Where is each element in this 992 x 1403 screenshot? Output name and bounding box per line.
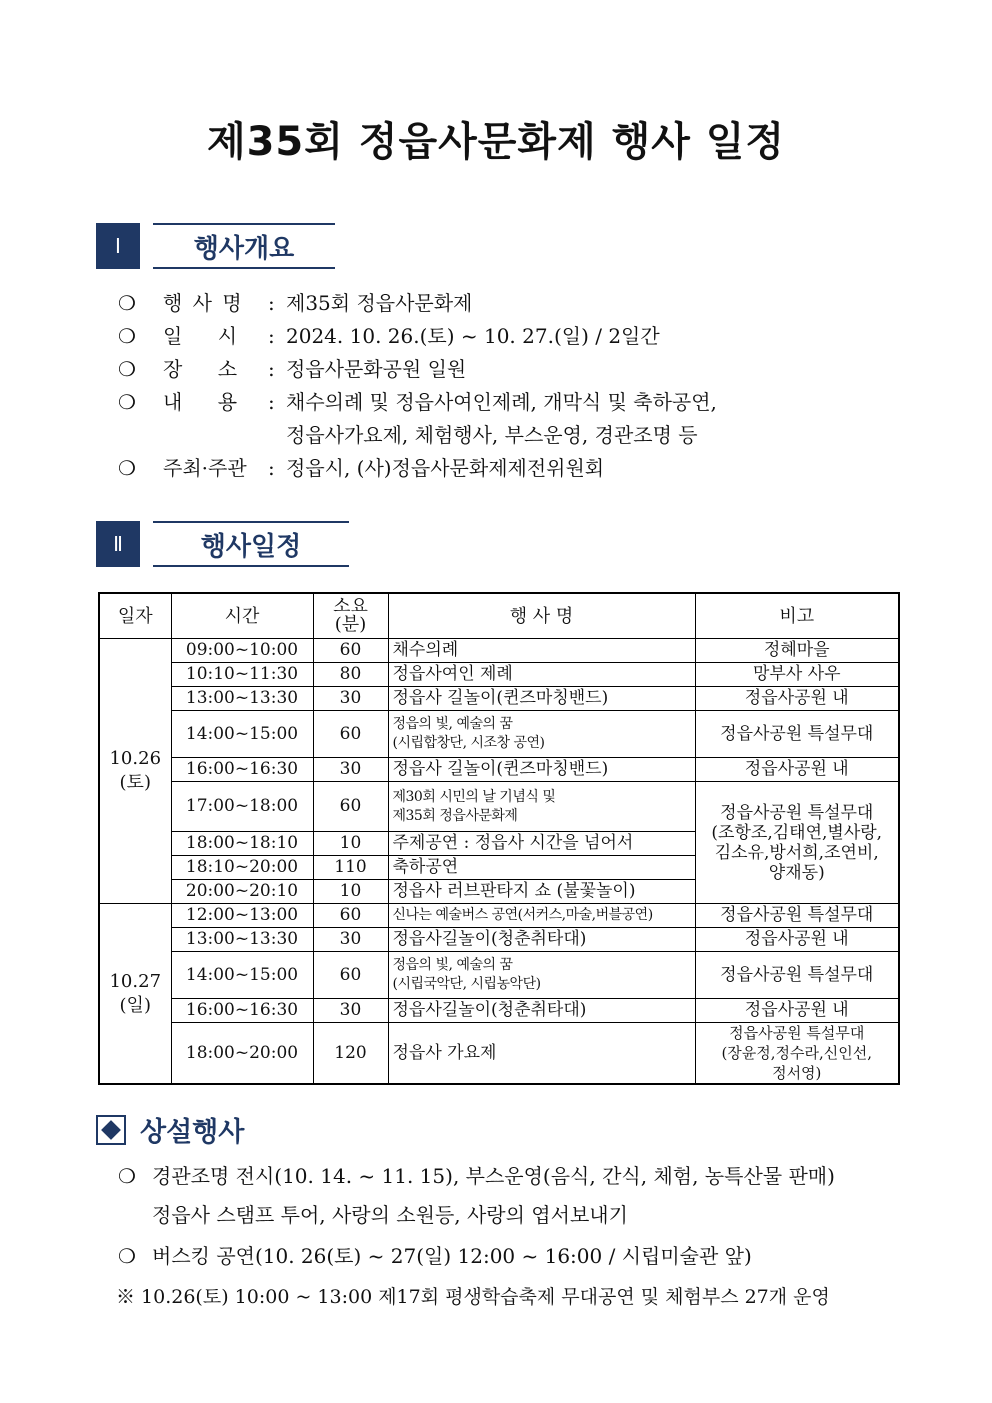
note-cell: 정읍사공원 특설무대 (장윤정,정수라,신인선, 정서영) xyxy=(695,1023,899,1085)
table-row xyxy=(99,952,899,999)
event-cell: 신나는 예술버스 공연(서커스,마술,버블공연) xyxy=(388,904,695,928)
event-cell: 정읍사길놀이(청춘취타대) xyxy=(388,999,695,1023)
overview-label: 장 소 xyxy=(163,357,240,381)
permanent-events-header xyxy=(96,1110,244,1149)
bullet-icon: ❍ xyxy=(118,357,136,381)
table-row xyxy=(99,639,899,663)
time-cell: 14:00~15:00 xyxy=(171,952,313,999)
time-cell: 18:00~20:00 xyxy=(171,1023,313,1085)
schedule-table xyxy=(98,592,900,1085)
duration-cell: 30 xyxy=(313,758,388,782)
section-number: Ⅰ xyxy=(96,223,140,269)
bullet-icon: ❍ xyxy=(118,1244,136,1268)
time-cell: 13:00~13:30 xyxy=(171,687,313,711)
time-cell: 16:00~16:30 xyxy=(171,999,313,1023)
time-cell: 20:00~20:10 xyxy=(171,880,313,904)
duration-cell: 10 xyxy=(313,880,388,904)
event-cell: 주제공연 : 정읍사 시간을 넘어서 xyxy=(388,832,695,856)
overview-item-place xyxy=(118,353,717,386)
time-cell: 12:00~13:00 xyxy=(171,904,313,928)
permanent-item-text: 버스킹 공연(10. 26(토) ~ 27(일) 12:00 ~ 16:00 / 시립미술관 앞) xyxy=(152,1244,752,1268)
duration-cell: 60 xyxy=(313,782,388,832)
time-cell: 18:10~20:00 xyxy=(171,856,313,880)
duration-cell: 120 xyxy=(313,1023,388,1085)
note-cell: 정혜마을 xyxy=(695,639,899,663)
separator: : xyxy=(268,324,275,348)
permanent-events-title: 상설행사 xyxy=(140,1117,245,1148)
duration-cell: 110 xyxy=(313,856,388,880)
overview-item-host xyxy=(118,452,717,485)
header-event: 행 사 명 xyxy=(388,593,695,639)
overview-label: 주최·주관 xyxy=(163,456,247,480)
event-cell: 채수의례 xyxy=(388,639,695,663)
overview-item-name xyxy=(118,287,717,320)
page-title: 제35회 정읍사문화제 행사 일정 xyxy=(206,119,786,165)
bullet-icon: ❍ xyxy=(118,390,136,414)
note-cell: 정읍사공원 특설무대 xyxy=(695,952,899,999)
permanent-item xyxy=(118,1160,835,1189)
event-cell: 축하공연 xyxy=(388,856,695,880)
table-row xyxy=(99,782,899,832)
event-cell: 정읍사길놀이(청춘취타대) xyxy=(388,928,695,952)
note-cell: 정읍사공원 내 xyxy=(695,687,899,711)
duration-cell: 30 xyxy=(313,999,388,1023)
permanent-item-continued: 정읍사 스탬프 투어, 사랑의 소원등, 사랑의 엽서보내기 xyxy=(152,1203,628,1227)
permanent-item xyxy=(118,1240,752,1269)
permanent-item-text: 경관조명 전시(10. 14. ~ 11. 15), 부스운영(음식, 간식, 체험, 농특산물 판매) xyxy=(152,1164,835,1188)
event-cell: 정읍의 빛, 예술의 꿈 (시립합창단, 시조창 공연) xyxy=(388,711,695,758)
duration-cell: 10 xyxy=(313,832,388,856)
overview-label: 내 용 xyxy=(163,390,240,414)
date-cell: 10.27 (일) xyxy=(99,904,171,1085)
note-cell: 정읍사공원 특설무대 (조항조,김태연,별사랑, 김소유,방서희,조연비, 양재동) xyxy=(695,782,899,904)
event-cell: 정읍사 길놀이(퀸즈마칭밴드) xyxy=(388,758,695,782)
header-time: 시간 xyxy=(171,593,313,639)
table-row xyxy=(99,711,899,758)
footnote: ※ 10.26(토) 10:00 ~ 13:00 제17회 평생학습축제 무대공연 및 체험부스 27개 운영 xyxy=(116,1286,830,1308)
table-header-row xyxy=(99,593,899,639)
event-cell: 제30회 시민의 날 기념식 및 제35회 정읍사문화제 xyxy=(388,782,695,832)
section-title: 행사일정 xyxy=(153,521,349,567)
table-row xyxy=(99,663,899,687)
overview-value: 제35회 정읍사문화제 xyxy=(286,291,473,315)
time-cell: 17:00~18:00 xyxy=(171,782,313,832)
event-cell: 정읍사 길놀이(퀸즈마칭밴드) xyxy=(388,687,695,711)
section-number: Ⅱ xyxy=(96,521,140,567)
header-duration: 소요 (분) xyxy=(313,593,388,639)
overview-list xyxy=(118,287,717,485)
separator: : xyxy=(268,291,275,315)
duration-cell: 80 xyxy=(313,663,388,687)
note-cell: 정읍사공원 내 xyxy=(695,999,899,1023)
overview-item-content xyxy=(118,386,717,419)
note-cell: 정읍사공원 내 xyxy=(695,758,899,782)
event-cell: 정읍의 빛, 예술의 꿈 (시립국악단, 시립농악단) xyxy=(388,952,695,999)
overview-label: 행 사 명 xyxy=(163,291,244,315)
date-cell: 10.26 (토) xyxy=(99,639,171,904)
time-cell: 13:00~13:30 xyxy=(171,928,313,952)
bullet-icon: ❍ xyxy=(118,291,136,315)
time-cell: 09:00~10:00 xyxy=(171,639,313,663)
event-cell: 정읍사여인 제례 xyxy=(388,663,695,687)
note-cell: 정읍사공원 특설무대 xyxy=(695,711,899,758)
table-row xyxy=(99,928,899,952)
duration-cell: 60 xyxy=(313,952,388,999)
overview-item-date xyxy=(118,320,717,353)
table-row xyxy=(99,999,899,1023)
duration-cell: 30 xyxy=(313,687,388,711)
bullet-icon: ❍ xyxy=(118,324,136,348)
time-cell: 16:00~16:30 xyxy=(171,758,313,782)
time-cell: 18:00~18:10 xyxy=(171,832,313,856)
overview-value: 2024. 10. 26.(토) ~ 10. 27.(일) / 2일간 xyxy=(286,324,660,348)
overview-label: 일 시 xyxy=(163,324,240,348)
note-cell: 정읍사공원 내 xyxy=(695,928,899,952)
table-row xyxy=(99,1023,899,1085)
bullet-icon: ❍ xyxy=(118,1164,136,1188)
duration-cell: 60 xyxy=(313,904,388,928)
overview-value-continued: 정읍사가요제, 체험행사, 부스운영, 경관조명 등 xyxy=(286,423,698,447)
separator: : xyxy=(268,390,275,414)
overview-value: 정읍시, (사)정읍사문화제제전위원회 xyxy=(286,456,605,480)
event-cell: 정읍사 러브판타지 쇼 (불꽃놀이) xyxy=(388,880,695,904)
table-row xyxy=(99,687,899,711)
time-cell: 14:00~15:00 xyxy=(171,711,313,758)
table-row xyxy=(99,758,899,782)
duration-cell: 30 xyxy=(313,928,388,952)
header-note: 비고 xyxy=(695,593,899,639)
event-cell: 정읍사 가요제 xyxy=(388,1023,695,1085)
separator: : xyxy=(268,456,275,480)
bullet-icon: ❍ xyxy=(118,456,136,480)
separator: : xyxy=(268,357,275,381)
diamond-icon xyxy=(96,1115,126,1145)
time-cell: 10:10~11:30 xyxy=(171,663,313,687)
note-cell: 정읍사공원 특설무대 xyxy=(695,904,899,928)
overview-value: 채수의례 및 정읍사여인제례, 개막식 및 축하공연, xyxy=(286,390,717,414)
overview-value: 정읍사문화공원 일원 xyxy=(286,357,467,381)
duration-cell: 60 xyxy=(313,639,388,663)
header-date: 일자 xyxy=(99,593,171,639)
duration-cell: 60 xyxy=(313,711,388,758)
section-title: 행사개요 xyxy=(153,223,335,269)
table-row xyxy=(99,904,899,928)
note-cell: 망부사 사우 xyxy=(695,663,899,687)
